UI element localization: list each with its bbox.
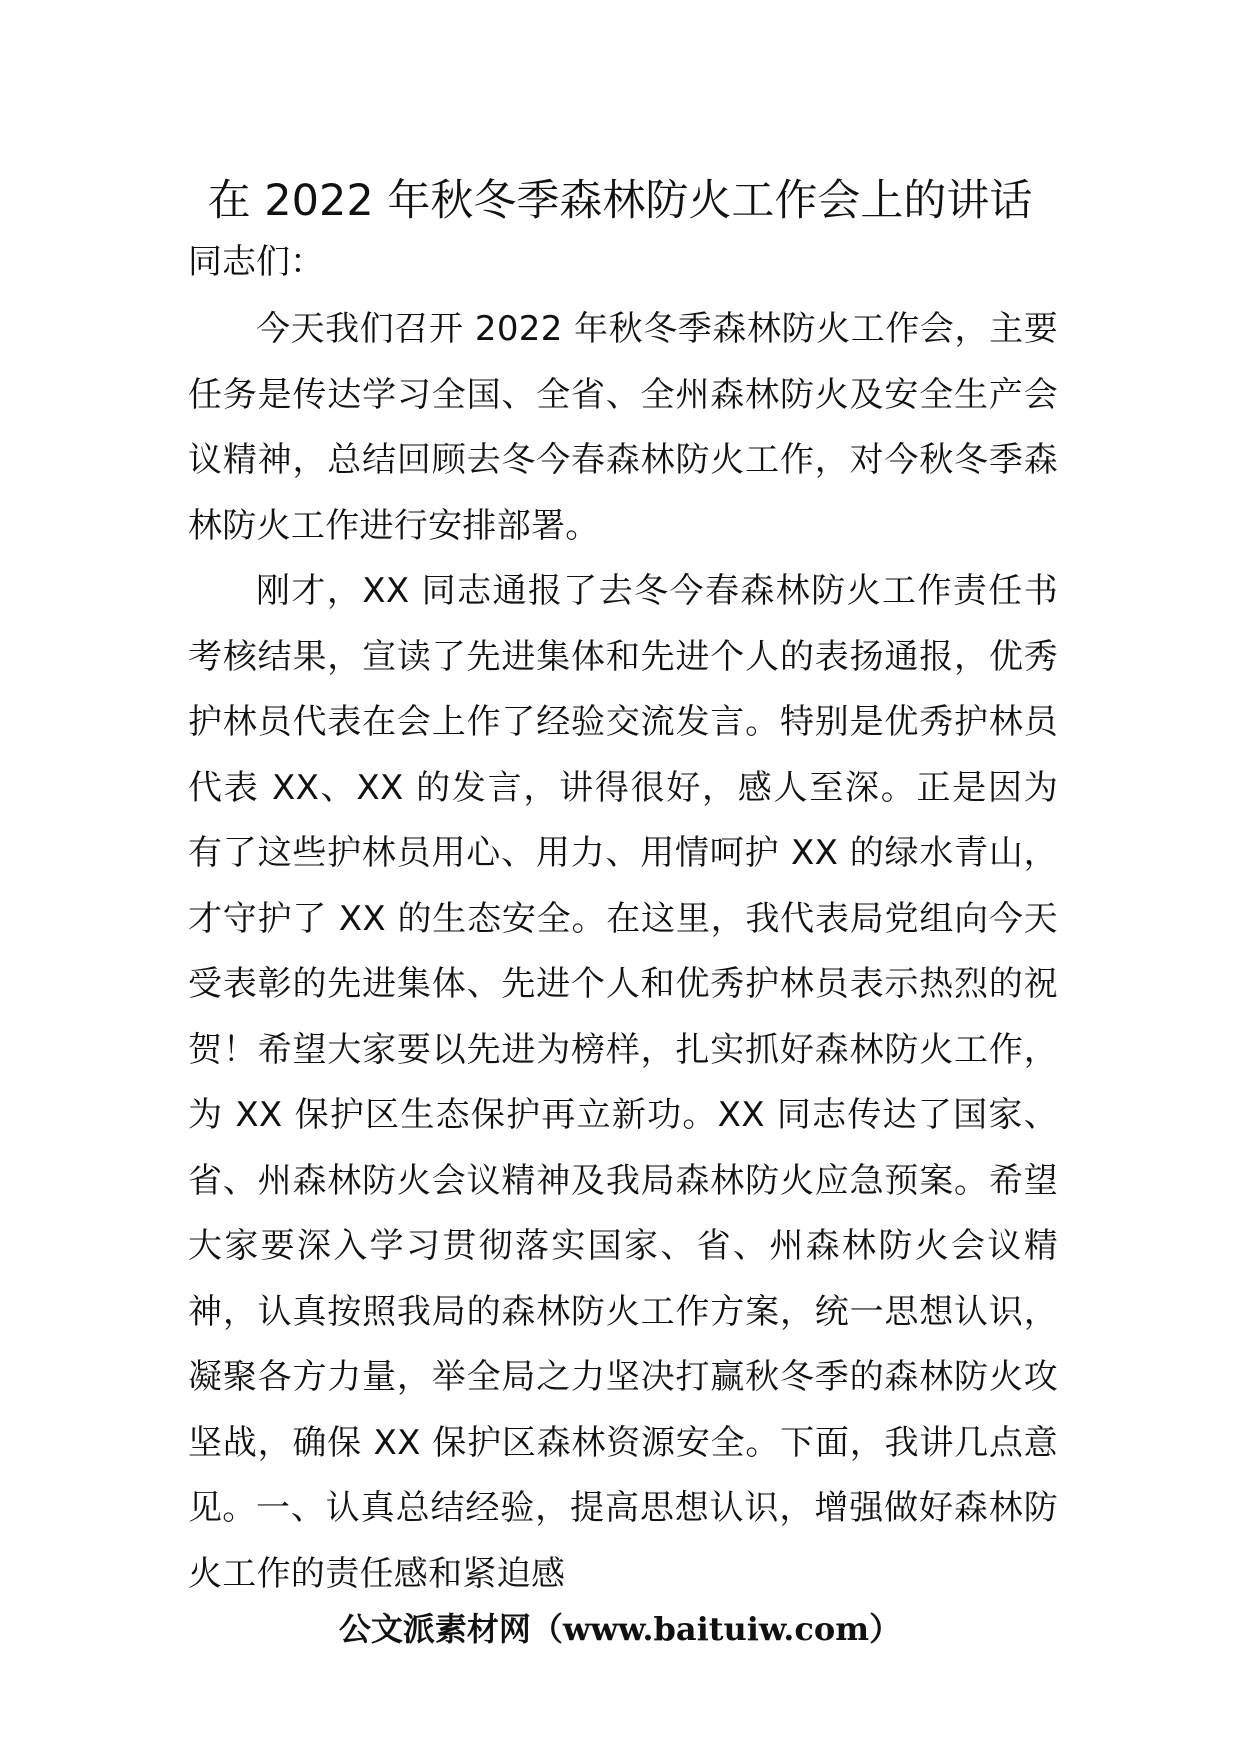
- footer-watermark: 公文派素材网（www.baituiw.com）: [338, 1610, 902, 1648]
- document-title: 在 2022 年秋冬季森林防火工作会上的讲话: [207, 176, 1033, 226]
- body-paragraph-2: 刚才，XX 同志通报了去冬今春森林防火工作责任书考核结果，宣读了先进集体和先进个人的表扬通报，优秀护林员代表在会上作了经验交流发言。特别是优秀护林员代表 XX、XX 的发言，讲得很好，感人至深。正是因为有了这些护林员用心、用力、用情呵护 XX 的绿水青山，才守护了 XX 的生态安全。在这里，我代表局党组向今天受表彰的先进集体、先进个人和优秀护林员表示热烈的祝贺！希望大家要以先进为榜样，扎实抓好森林防火工作，为 XX 保护区生态保护再立新功。XX 同志传达了国家、省、州森林防火会议精神及我局森林防火应急预案。希望大家要深入学习贯彻落实国家、省、州森林防火会议精神，认真按照我局的森林防火工作方案，统一思想认识，凝聚各方力量，举全局之力坚决打赢秋冬季的森林防火攻坚战，确保 XX 保护区森林资源安全。下面，我讲几点意见。: [188, 571, 1058, 1528]
- body-paragraph-1: 今天我们召开 2022 年秋冬季森林防火工作会，主要任务是传达学习全国、全省、全州森林防火及安全生产会议精神，总结回顾去冬今春森林防火工作，对今秋冬季森林防火工作进行安排部署。: [188, 309, 1058, 546]
- section-heading-1: 一、认真总结经验，提高思想认识，增强做好森林防火工作的责任感和紧迫感: [188, 1488, 1058, 1594]
- salutation: 同志们：: [188, 242, 324, 282]
